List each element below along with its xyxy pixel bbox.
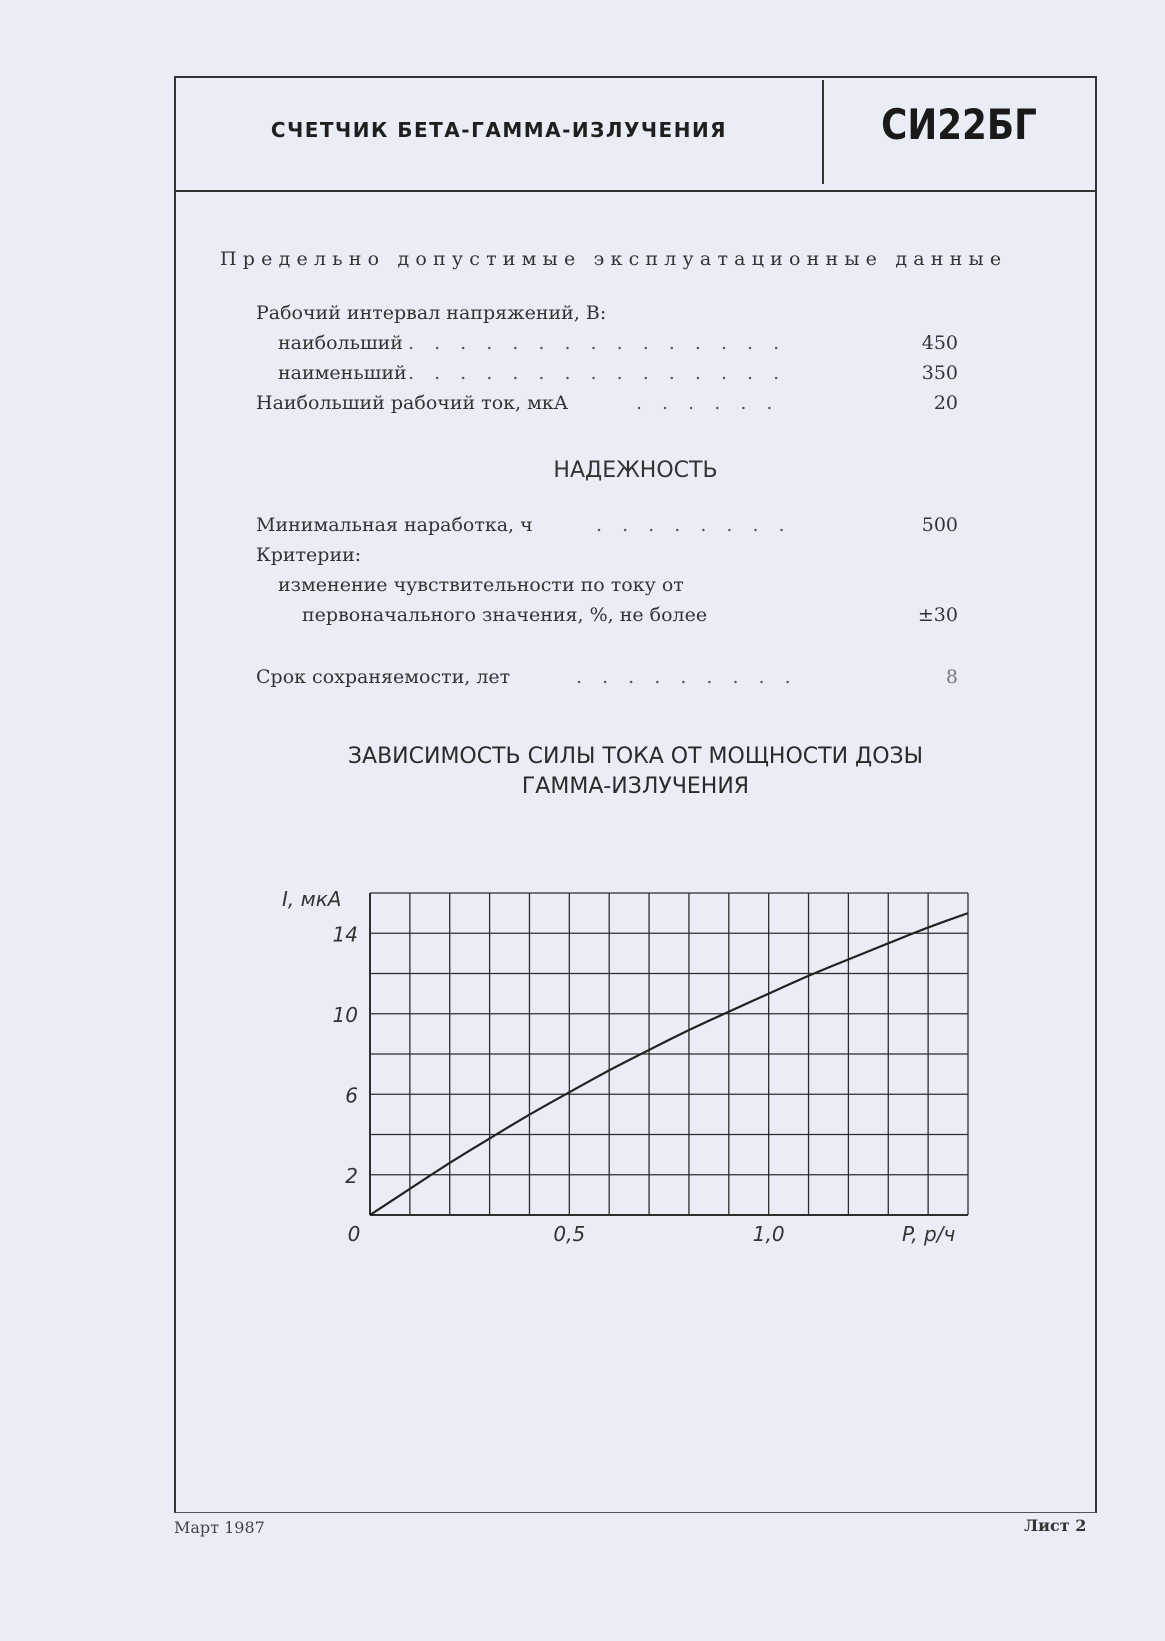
current-vs-dose-curve <box>370 913 968 1215</box>
footer-date: Март 1987 <box>174 1518 265 1537</box>
x-tick-label: 1,0 <box>752 1222 785 1246</box>
device-code: СИ22БГ <box>881 100 1037 149</box>
reliability-heading: НАДЕЖНОСТЬ <box>553 458 718 483</box>
leader-dots: . . . . . . . . <box>596 514 792 536</box>
max-current-label: Наибольший рабочий ток, мкА <box>256 392 569 414</box>
min-voltage-value: 350 <box>921 362 958 384</box>
criteria-line2: первоначального значения, %, не более <box>302 604 708 626</box>
criteria-line1: изменение чувствительности по току от <box>278 574 684 596</box>
x-tick-label: 0,5 <box>553 1222 586 1246</box>
storage-value: 8 <box>945 666 958 688</box>
voltage-label: Рабочий интервал напряжений, В: <box>256 302 607 324</box>
y-tick-label: 2 <box>345 1163 358 1188</box>
chart-grid <box>370 893 968 1215</box>
max-voltage-label: наибольший <box>278 332 403 354</box>
y-tick-label: 6 <box>345 1083 358 1108</box>
y-tick-label: 14 <box>332 922 358 947</box>
chart-title-line2: ГАММА-ИЗЛУЧЕНИЯ <box>521 774 750 799</box>
runtime-label: Минимальная наработка, ч <box>256 514 533 536</box>
storage-label: Срок сохраняемости, лет <box>256 666 511 688</box>
chart-title-line1: ЗАВИСИМОСТЬ СИЛЫ ТОКА ОТ МОЩНОСТИ ДОЗЫ <box>347 744 924 769</box>
y-tick-label: 10 <box>332 1002 358 1027</box>
footer-sheet: Лист 2 <box>1024 1516 1087 1535</box>
criteria-value: ±30 <box>917 604 958 626</box>
runtime-value: 500 <box>921 514 958 536</box>
leader-dots: . . . . . . <box>636 392 780 414</box>
leader-dots: . . . . . . . . . . . . . . . <box>408 362 787 384</box>
leader-dots: . . . . . . . . . <box>576 666 798 688</box>
x-tick-label: 0 <box>347 1222 361 1246</box>
limits-heading: Предельно допустимые эксплуатационные данные <box>220 248 1008 270</box>
document-title: СЧЕТЧИК БЕТА-ГАММА-ИЗЛУЧЕНИЯ <box>270 118 728 142</box>
criteria-label: Критерии: <box>256 544 362 566</box>
x-axis-label: P, р/ч <box>902 1222 956 1246</box>
max-current-value: 20 <box>933 392 958 414</box>
max-voltage-value: 450 <box>921 332 958 354</box>
y-axis-label: I, мкА <box>282 887 342 911</box>
min-voltage-label: наименьший <box>278 362 407 384</box>
leader-dots: . . . . . . . . . . . . . . . <box>408 332 787 354</box>
chart-tick-labels <box>333 922 785 1246</box>
